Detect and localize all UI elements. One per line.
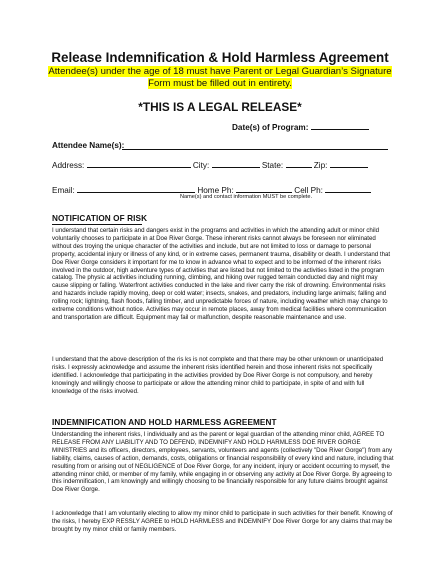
address-row xyxy=(52,158,368,171)
indemnification-section-title: INDEMNIFICATION AND HOLD HARMLESS AGREEMENT xyxy=(52,418,277,427)
age-requirement-line2: Form must be filled out in entirety. xyxy=(148,78,292,89)
program-date-label: Date(s) of Program: xyxy=(232,123,309,132)
state-label: State: xyxy=(261,161,284,170)
attendee-label: Attendee Name(s): xyxy=(52,141,125,150)
address-field[interactable] xyxy=(87,158,191,168)
zip-label: Zip: xyxy=(313,161,328,170)
indemnification-paragraph-1: Understanding the inherent risks, I individually and as the parent or legal guardian of the attending minor child, AGREE TO RELEASE FROM ANY LIABILITY AND TO DEFEND, INDEMNIFY AND HOLD HARMLESS DOE RIVER GORGE MINISTRIES and its officers, directors, employees, servants, volunteers and agents (collectively "Doe River Gorge") from any liability, claims, causes of action, demands, costs, obligations or financial responsibility of every kind and nature, including that resulting from or arising out of NEGLIGENCE of Doe River Gorge, for any incident, injury or accident occurring to myself, the attending minor child, or member of my family, while engaging in or observing any activity at Doe River Gorge. By agreeing to this indemnification, I am knowingly and willingly choosing to be financially responsible for any future claims brought against Doe River Gorge. xyxy=(52,431,394,494)
cell-phone-field[interactable] xyxy=(325,183,371,193)
home-phone-label: Home Ph: xyxy=(197,186,234,195)
risk-paragraph-1: I understand that certain risks and dangers exist in the programs and activities in which the attending adult or minor child voluntarily chooses to participate in at Doe River Gorge. These inherent risks cannot always be foreseen nor eliminated without des troying the unique character of the activities and include, but are not limited to loss or damage to personal property, accidental injury or illness of any kind, or in extreme cases, permanent trauma, disability or death. I understand that Doe River Gorge considers it important for me to know in advance what to expect and to be informed of the inherent risks involved in the outdoor, high adventure types of activities that are listed but not limited to the activities listed in the program catalog. The physic al activities including running, climbing, and hiking over rugged terrain conducted day and night may cause slipping or falling. Waterfront activities conducted in the lake and river carry the risk of drowning. Environmental risks and hazards include rapidly moving, deep or cold water; insects, snakes, and predators, including large animals; falling and rolling rock; lightning, flash floods, falling timber, and unpredictable forces of nature, including weather which may change to extreme conditions without notice. Activities may occur in remote places, away from medical facilities where communication and transportation are difficult. Equipment may fail or malfunction, despite reasonable maintenance and use. xyxy=(52,227,391,321)
home-phone-field[interactable] xyxy=(236,183,292,193)
state-field[interactable] xyxy=(286,158,312,168)
address-label: Address: xyxy=(52,161,85,170)
email-field[interactable] xyxy=(77,183,195,193)
indemnification-paragraph-2: I acknowledge that I am voluntarily electing to allow my minor child to participate in such activities for their benefit. Knowing of the risks, I hereby EXP RESSLY AGREE to HOLD HARMLESS and INDEMNIFY Doe River Gorge for any claims that may be brought by my minor child or family members. xyxy=(52,510,393,533)
attendee-row xyxy=(52,140,124,151)
document-title: Release Indemnification & Hold Harmless Agreement xyxy=(51,50,389,65)
risk-paragraph-2: I understand that the above description of the ris ks is not complete and that there may be other unknown or unanticipated risks. I expressly acknowledge and assume the inherent risks identified herein and those inherent risks not specifically identified. I acknowledge that participating in the activities provided by Doe River Gorge is not compulsory, and hereby knowingly and willingly choose to participate or allow the attending minor child to participate, in spite of and with full knowledge of the risks involved. xyxy=(52,356,384,395)
age-requirement-line1: Attendee(s) under the age of 18 must have Parent or Legal Guardian’s Signature xyxy=(48,66,392,77)
program-date-field[interactable] xyxy=(311,120,369,130)
age-requirement-notice xyxy=(0,66,440,90)
email-label: Email: xyxy=(52,186,75,195)
cell-phone-label: Cell Ph: xyxy=(294,186,323,195)
city-field[interactable] xyxy=(212,158,260,168)
zip-field[interactable] xyxy=(330,158,368,168)
attendee-field[interactable] xyxy=(122,140,388,150)
required-info-note: Name(s) and contact information MUST be complete. xyxy=(180,194,313,200)
legal-release-notice: *THIS IS A LEGAL RELEASE* xyxy=(138,100,302,114)
program-date-row xyxy=(232,120,369,133)
risk-section-title: NOTIFICATION OF RISK xyxy=(52,214,148,223)
city-label: City: xyxy=(192,161,210,170)
